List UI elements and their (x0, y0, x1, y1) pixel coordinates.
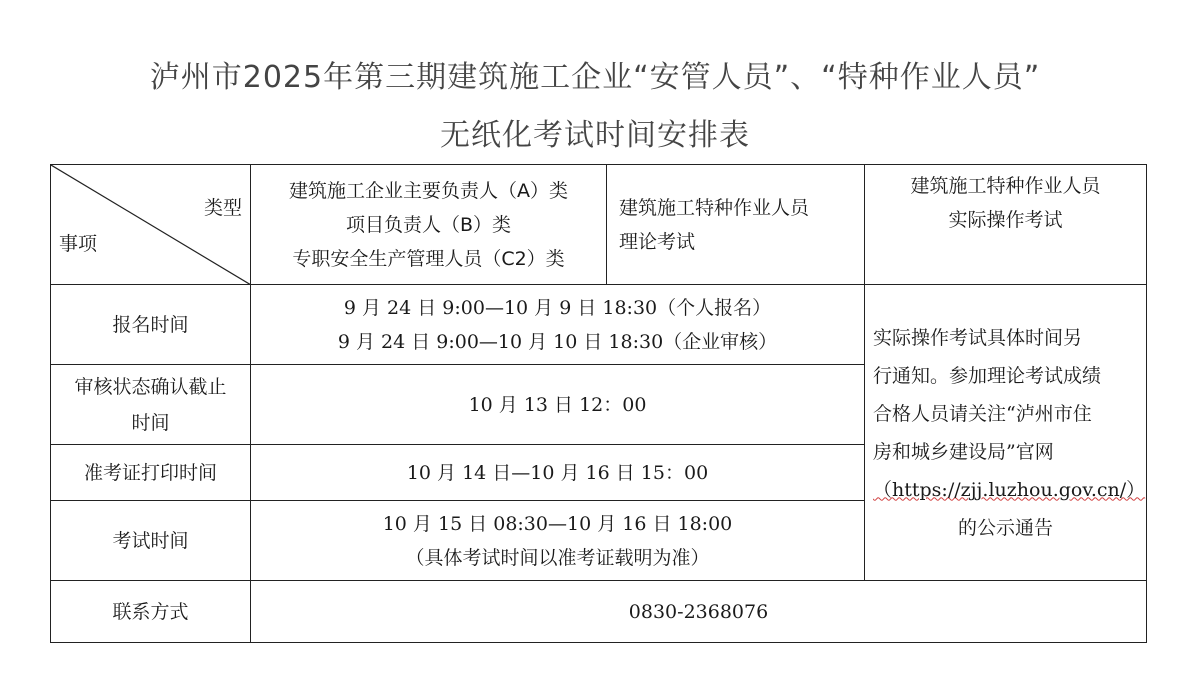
header-col3-line1: 建筑施工特种作业人员 (910, 175, 1101, 197)
review-value: 10 月 13 日 12：00 (251, 365, 865, 445)
header-col2-line1: 建筑施工特种作业人员 (619, 196, 810, 219)
signup-label: 报名时间 (51, 285, 251, 365)
review-label (51, 365, 251, 445)
header-col3-line2: 实际操作考试 (948, 209, 1063, 231)
header-col1-line2: 项目负责人（B）类 (345, 213, 512, 236)
header-col1-line3: 专职安全生产管理人员（C2）类 (292, 247, 565, 270)
document-title-line1: 泸州市2025年第三期建筑施工企业“安管人员”、“特种作业人员” (149, 60, 1041, 95)
print-value: 10 月 14 日—10 月 16 日 15：00 (251, 445, 865, 501)
header-col3 (865, 165, 1147, 285)
header-col1-line1: 建筑施工企业主要负责人（A）类 (289, 179, 568, 202)
exam-line1: 10 月 15 日 08:30—10 月 16 日 18:00 (382, 512, 733, 535)
contact-label: 联系方式 (51, 581, 251, 643)
header-row (51, 165, 1147, 285)
table-row-contact (51, 581, 1147, 643)
note-line3: 合格人员请关注“泸州市住 (873, 402, 1092, 425)
corner-type-label: 类型 (203, 197, 242, 219)
print-label: 准考证打印时间 (51, 445, 251, 501)
diagonal-line (51, 165, 251, 285)
review-label-line2: 时间 (131, 411, 170, 434)
signup-line2: 9 月 24 日 9:00—10 月 10 日 18:30（企业审核） (337, 330, 778, 353)
header-col2-line2: 理论考试 (619, 230, 696, 253)
note-line2: 行通知。参加理论考试成绩 (873, 364, 1102, 387)
note-url: （https://zjj.luzhou.gov.cn/） (873, 478, 1146, 501)
document-title-line2: 无纸化考试时间安排表 (440, 118, 750, 153)
contact-value: 0830-2368076 (251, 581, 1147, 643)
exam-label: 考试时间 (51, 501, 251, 581)
table-row-signup (51, 285, 1147, 365)
review-label-line1: 审核状态确认截止 (74, 375, 227, 398)
corner-cell (51, 165, 251, 285)
note-line1: 实际操作考试具体时间另 (873, 326, 1083, 349)
signup-line1: 9 月 24 日 9:00—10 月 9 日 18:30（个人报名） (343, 296, 772, 319)
note-line6: 的公示通告 (957, 516, 1053, 539)
header-col1 (251, 165, 607, 285)
practical-exam-note (865, 285, 1147, 581)
header-col2 (607, 165, 865, 285)
schedule-table (50, 164, 1147, 643)
signup-value (251, 285, 865, 365)
note-line4: 房和城乡建设局”官网 (873, 440, 1054, 463)
exam-line2: （具体考试时间以准考证载明为准） (405, 546, 710, 569)
exam-value (251, 501, 865, 581)
corner-item-label: 事项 (59, 233, 98, 255)
